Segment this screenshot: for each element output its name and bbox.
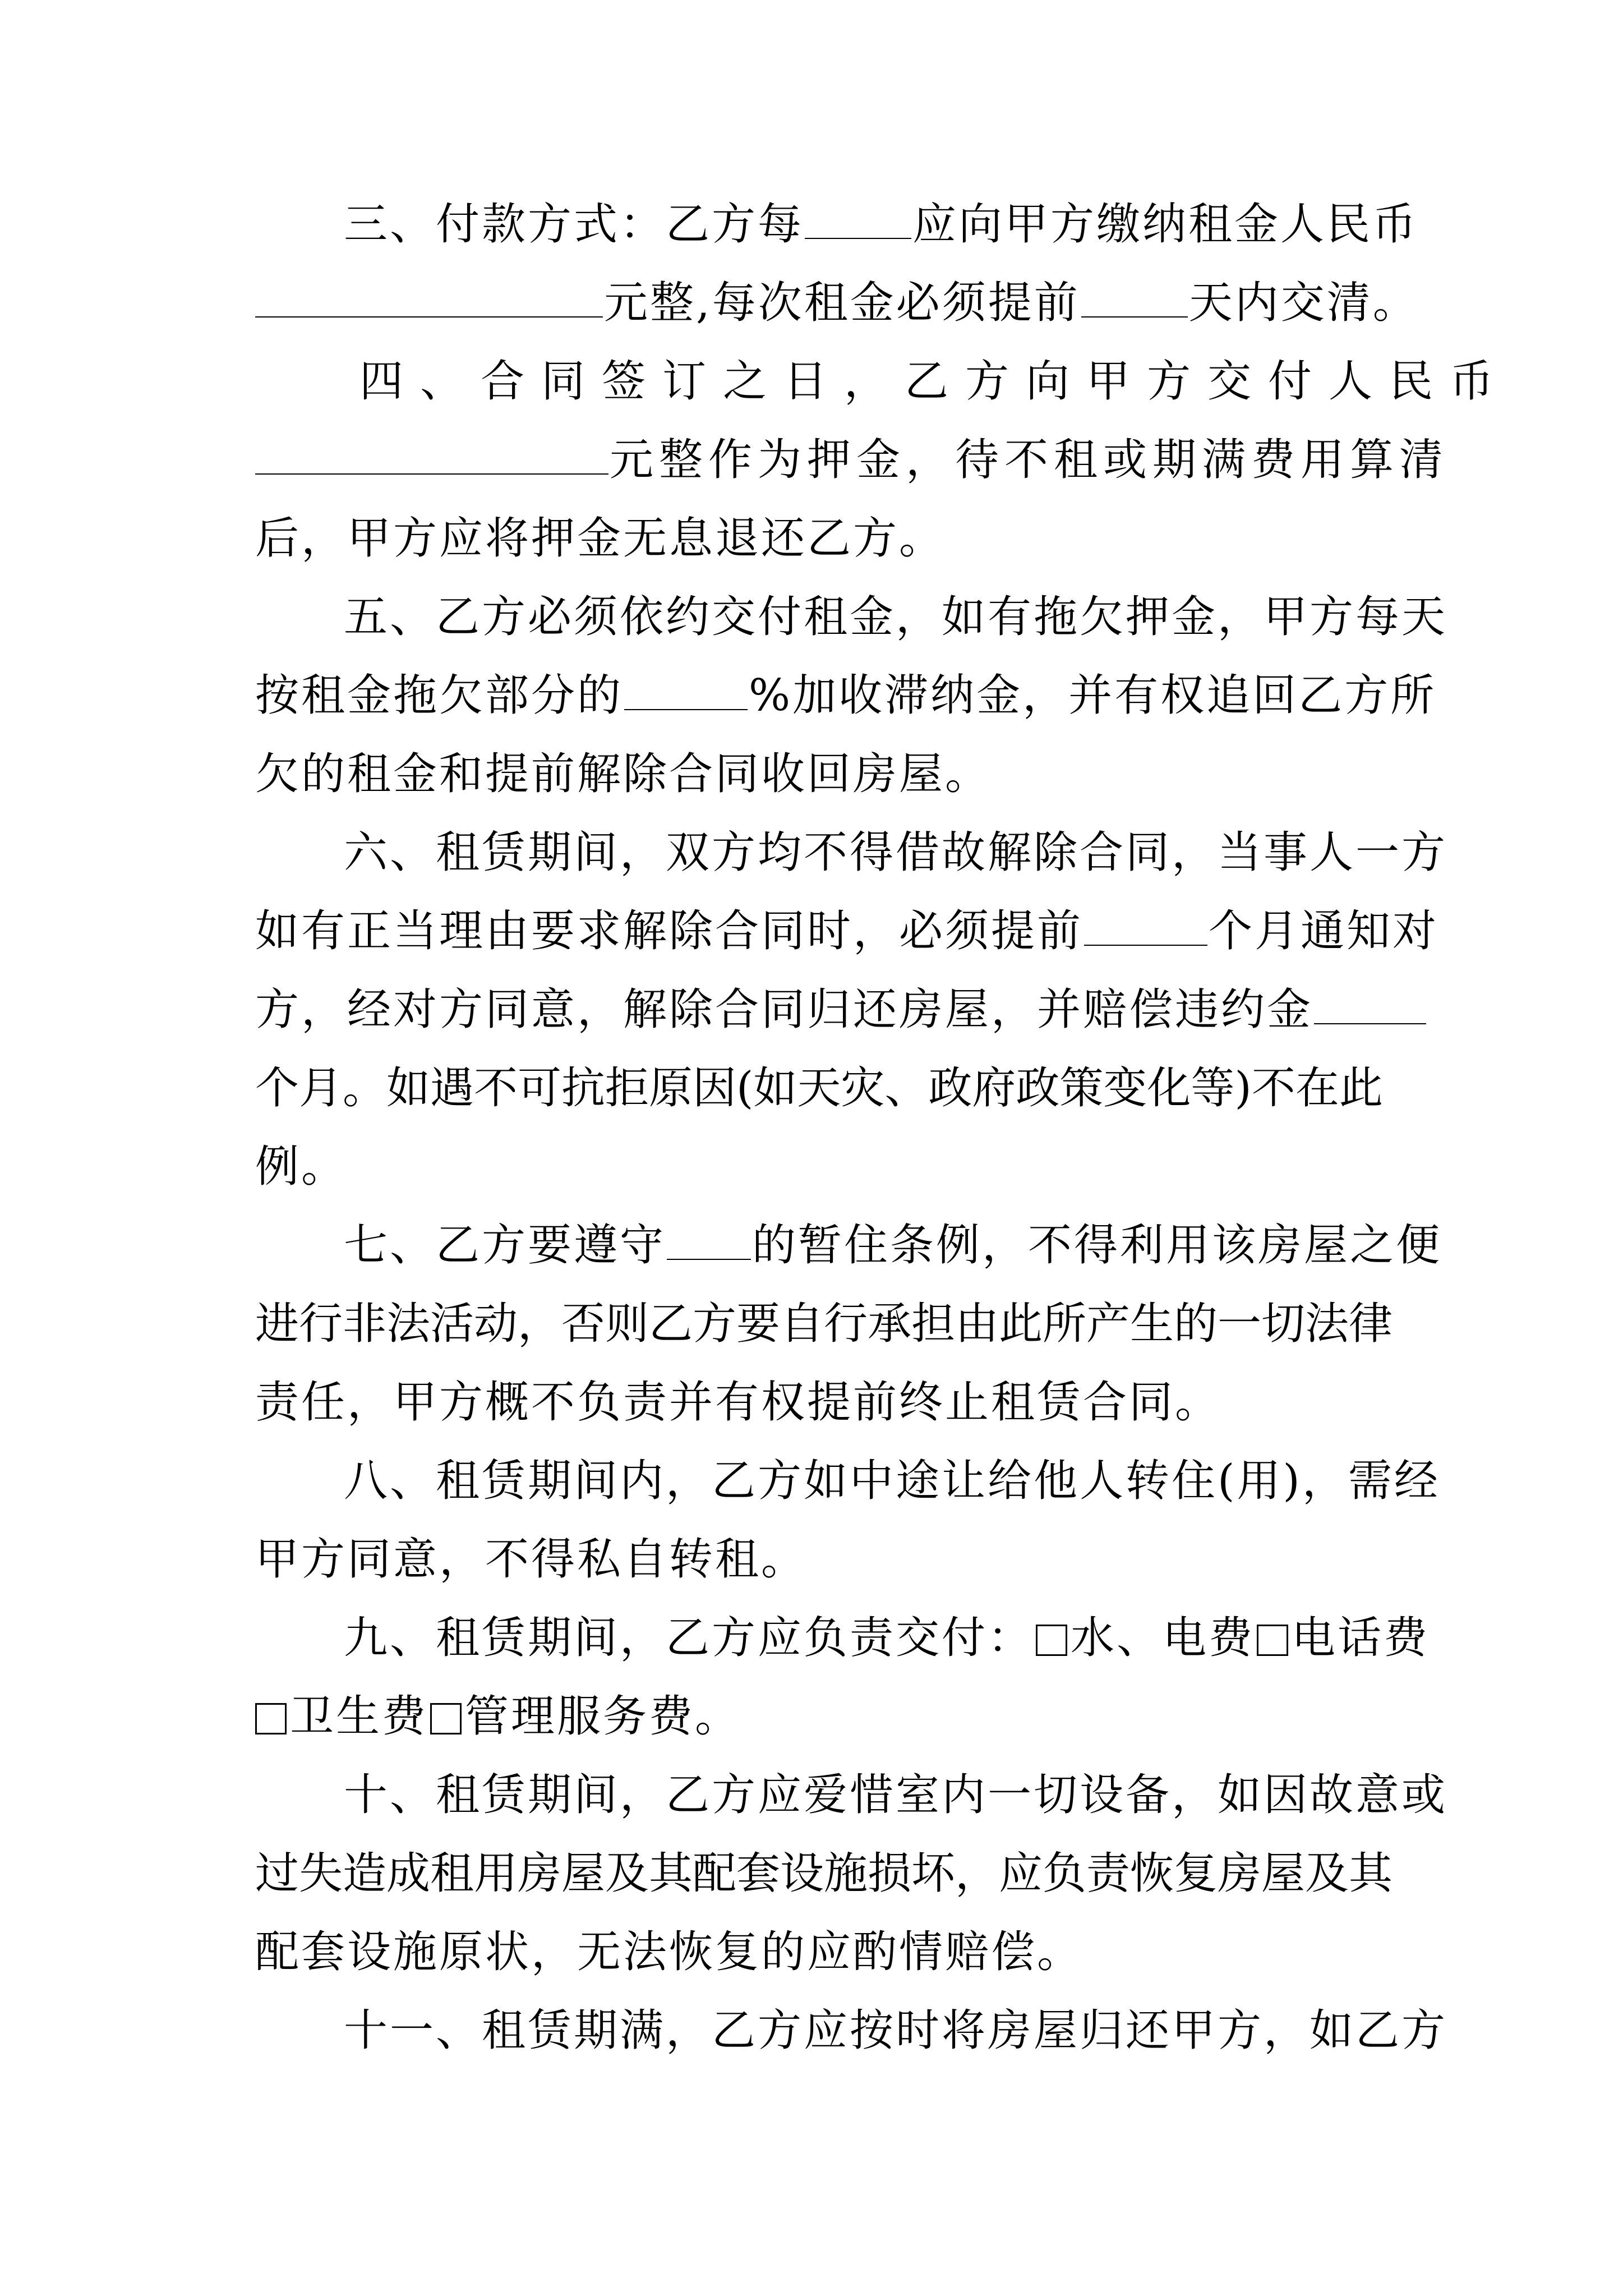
clause-4-line-2 <box>255 421 1449 499</box>
clause-4-line-1 <box>255 342 1511 421</box>
clause-6-line-2 <box>255 892 1439 970</box>
clause-3-text: 应向甲方缴纳租金人民币 <box>912 199 1419 250</box>
clause-9-text: 管理服务费。 <box>465 1691 741 1742</box>
clause-6-line-3 <box>255 970 1382 1049</box>
clause-9-line-1 <box>255 1599 1430 1677</box>
blank-field <box>1081 279 1188 318</box>
blank-field <box>255 436 608 475</box>
clause-3-line-1 <box>255 185 1419 264</box>
clause-10-text: 配套设施原状，无法恢复的应酌情赔偿。 <box>255 1927 1083 1977</box>
clause-3-text: 元整,每次租金必须提前 <box>604 278 1080 328</box>
clause-4-line-3 <box>255 499 1382 578</box>
blank-field <box>1084 908 1207 946</box>
clause-8-text: 八、租赁期间内，乙方如中途让给他人转住(用)，需经 <box>344 1456 1440 1506</box>
clause-6-text: 例。 <box>255 1142 348 1192</box>
clause-9-line-2 <box>255 1677 1382 1756</box>
clause-5-line-1 <box>255 578 1448 656</box>
blank-field <box>805 201 911 239</box>
checkbox[interactable] <box>1036 1625 1067 1656</box>
blank-field <box>1314 986 1426 1024</box>
clause-5-line-2 <box>255 656 1437 735</box>
contract-text <box>255 185 1511 2070</box>
clause-9-text: 卫生费 <box>290 1691 428 1742</box>
clause-6-text: 六、租赁期间，双方均不得借故解除合同，当事人一方 <box>344 827 1448 878</box>
clause-7-text: 七、乙方要遵守 <box>344 1220 666 1271</box>
clause-10-text: 十、租赁期间，乙方应爱惜室内一切设备，如因故意或 <box>344 1770 1448 1820</box>
clause-10-line-3 <box>255 1913 1382 1991</box>
clause-5-line-3 <box>255 735 1382 813</box>
clause-3-line-2 <box>255 264 1419 342</box>
clause-8-text: 甲方同意，不得私自转租。 <box>255 1534 808 1585</box>
clause-4-text: 后，甲方应将押金无息退还乙方。 <box>255 513 946 564</box>
clause-6-text: 方，经对方同意，解除合同归还房屋，并赔偿违约金 <box>255 984 1313 1035</box>
clause-10-text: 过失造成租用房屋及其配套设施损坏，应负责恢复房屋及其 <box>255 1848 1393 1899</box>
clause-5-text: 按租金拖欠部分的 <box>255 670 624 721</box>
clause-7-text: 的暂住条例，不得利用该房屋之便 <box>752 1220 1442 1271</box>
clause-7-line-1 <box>255 1206 1442 1285</box>
blank-field <box>624 672 748 710</box>
clause-6-text: 个月通知对 <box>1209 906 1439 956</box>
clause-6-text: 个月。如遇不可抗拒原因(如天灾、政府政策变化等)不在此 <box>255 1063 1383 1114</box>
clause-5-text: 欠的租金和提前解除合同收回房屋。 <box>255 749 992 799</box>
clause-4-text: 四、合同签订之日，乙方向甲方交付人民币 <box>359 356 1511 407</box>
checkbox[interactable] <box>255 1703 287 1734</box>
clause-10-line-1 <box>255 1756 1448 1834</box>
clause-9-text: 九、租赁期间，乙方应负责交付： <box>344 1613 1034 1663</box>
checkbox[interactable] <box>1257 1625 1288 1656</box>
clause-5-text: 五、乙方必须依约交付租金，如有拖欠押金，甲方每天 <box>344 592 1448 642</box>
clause-9-text: 电话费 <box>1292 1613 1430 1663</box>
clause-6-line-5 <box>255 1128 1382 1206</box>
clause-7-text: 进行非法活动，否则乙方要自行承担由此所产生的一切法律 <box>255 1299 1393 1349</box>
clause-7-text: 责任，甲方概不负责并有权提前终止租赁合同。 <box>255 1377 1221 1428</box>
clause-11-text: 十一、租赁期满，乙方应按时将房屋归还甲方，如乙方 <box>344 2005 1448 2056</box>
clause-10-line-2 <box>255 1834 1393 1913</box>
clause-6-line-1 <box>255 813 1448 892</box>
checkbox[interactable] <box>430 1703 462 1734</box>
clause-6-text: 如有正当理由要求解除合同时，必须提前 <box>255 906 1083 956</box>
clause-11-line-1 <box>255 1991 1448 2070</box>
clause-3-text: 三、付款方式：乙方每 <box>344 199 804 250</box>
clause-7-line-2 <box>255 1285 1393 1363</box>
clause-9-text: 水、电费 <box>1071 1613 1255 1663</box>
blank-field <box>667 1222 751 1260</box>
clause-6-line-4 <box>255 1049 1382 1128</box>
clause-7-line-3 <box>255 1363 1382 1442</box>
clause-8-line-2 <box>255 1520 1382 1599</box>
clause-3-text: 天内交清。 <box>1188 278 1419 328</box>
blank-field <box>255 279 603 318</box>
clause-8-line-1 <box>255 1442 1440 1520</box>
clause-5-text: %加收滞纳金，并有权追回乙方所 <box>749 670 1437 721</box>
clause-4-text: 元整作为押金，待不租或期满费用算清 <box>610 435 1449 485</box>
